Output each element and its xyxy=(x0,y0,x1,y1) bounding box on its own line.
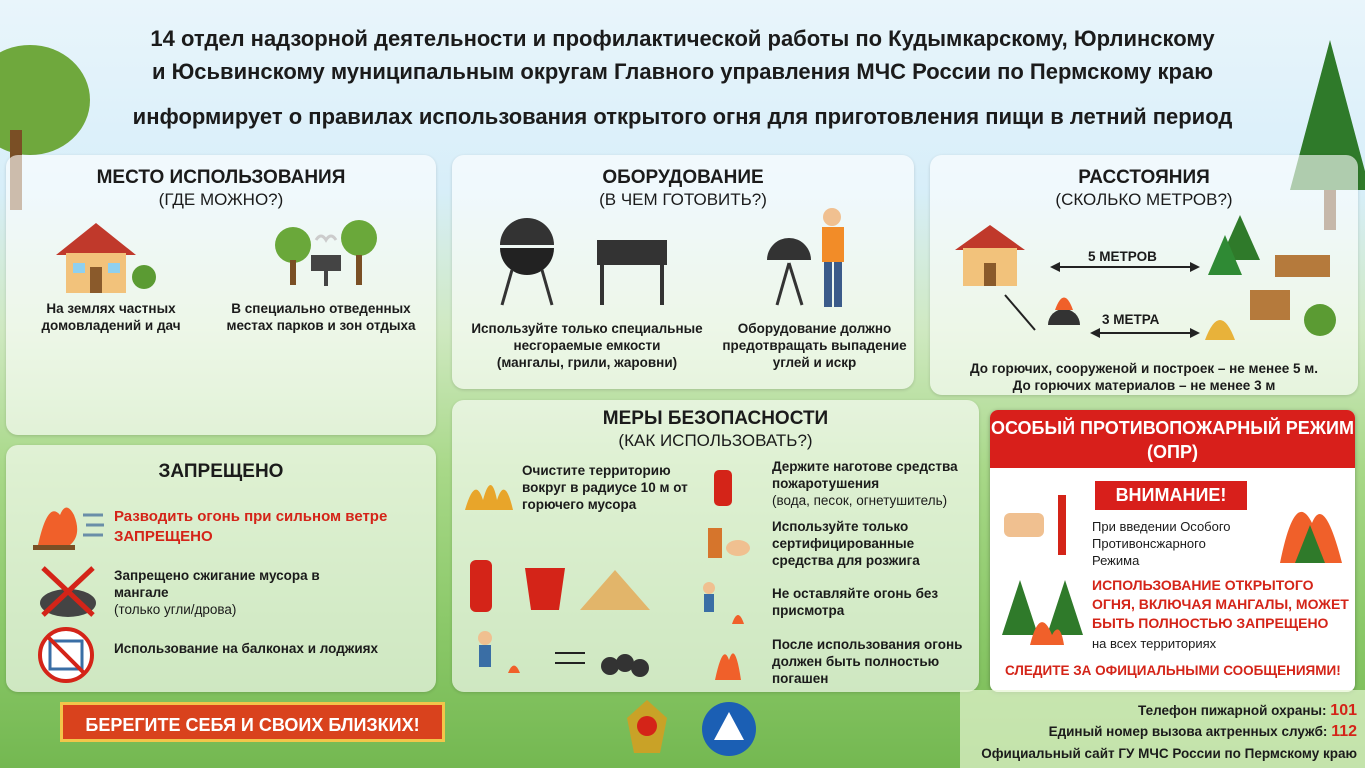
opr-intro: При введении Особого Противонсжарного Режима xyxy=(1092,519,1231,568)
no-trash-icon xyxy=(38,563,98,618)
equipment-title: ОБОРУДОВАНИЕ (В ЧЕМ ГОТОВИТЬ?) xyxy=(599,167,767,209)
opr-attention: ВНИМАНИЕ! xyxy=(1095,481,1247,510)
man-grilling-icon xyxy=(762,205,872,310)
opr-follow: СЛЕДИТЕ ЗА ОФИЦИАЛЬНЫМИ СООБЩЕНИЯМИ! xyxy=(1005,663,1341,678)
opr-scope: на всех территориях xyxy=(1092,636,1217,651)
forbidden-panel xyxy=(6,445,436,692)
man-watching-fire-icon xyxy=(697,580,752,630)
page-subtitle: информирует о правилах использования открытого огня для приготовления пищи в летний период xyxy=(132,104,1233,129)
place-panel xyxy=(6,155,436,435)
extinguisher-icon xyxy=(704,460,749,510)
distance-label-5m: 5 МЕТРОВ xyxy=(1088,249,1157,264)
phone-fire: Телефон пижарной охраны: 101 xyxy=(1138,702,1357,719)
hand-press-icon xyxy=(1002,495,1072,555)
campfire-icon xyxy=(707,640,752,685)
park-grill-icon xyxy=(271,210,381,290)
lighter-fluid-icon xyxy=(702,520,752,565)
forest-fire-icon xyxy=(1270,485,1350,565)
opr-panel xyxy=(990,410,1355,692)
house-icon xyxy=(46,215,156,295)
opr-warning: ИСПОЛЬЗОВАНИЕ ОТКРЫТОГО ОГНЯ, ВКЛЮЧАЯ МАНГАЛЫ, МОЖЕТ БЫТЬ ПОЛНОСТЬЮ ЗАПРЕЩЕНО xyxy=(1092,577,1349,631)
contacts-block xyxy=(960,690,1365,768)
place-item-parks: В специально отведенных местах парков и зон отдыха xyxy=(226,301,416,333)
safety-panel xyxy=(452,400,979,692)
safety-item-extinguished: После использования огонь должен быть полностью погашен xyxy=(772,637,963,686)
shovel-coals-icon xyxy=(460,628,665,683)
distance-rule-materials: До горючих материалов – не менее 3 м xyxy=(1012,378,1276,393)
extinguisher-bucket-sand-icon xyxy=(460,548,660,618)
distances-panel xyxy=(930,155,1358,395)
forbidden-item-wind: Разводить огонь при сильном ветре ЗАПРЕЩЕНО xyxy=(114,508,388,545)
footer-banner: БЕРЕГИТЕ СЕБЯ И СВОИХ БЛИЗКИХ! xyxy=(60,702,445,742)
equipment-item-containers: Используйте только специальные несгораемые емкости (мангалы, грили, жаровни) xyxy=(471,321,703,370)
mangal-icon xyxy=(592,230,672,310)
official-site[interactable]: Официальный сайт ГУ МЧС России по Пермскому краю xyxy=(981,746,1357,761)
trees-fire-icon xyxy=(1000,575,1085,650)
safety-item-lighter: Используйте только сертифицированные средства для розжига xyxy=(772,519,920,568)
no-balcony-icon xyxy=(36,625,96,685)
kettle-grill-icon xyxy=(492,210,562,310)
mchs-emblem-icon xyxy=(622,698,672,758)
safety-item-supervise: Не оставляйте огонь без присмотра xyxy=(772,586,939,618)
distance-rule-buildings: До горючих, сооруженой и построек – не менее 5 м. xyxy=(970,361,1318,376)
fire-wind-icon xyxy=(28,500,108,555)
dry-grass-fire-icon xyxy=(460,470,520,515)
phone-emergency: Единый номер вызова актренных служб: 112 xyxy=(1048,723,1357,740)
opr-title: ОСОБЫЙ ПРОТИВОПОЖАРНЫЙ РЕЖИМ (ОПР) xyxy=(990,410,1355,468)
safety-item-extinguish: Держите наготове средства пожаротушения (вода, песок, огнетушитель) xyxy=(772,459,958,508)
distances-diagram xyxy=(930,215,1350,350)
page-title: 14 отдел надзорной деятельности и профилактической работы по Кудымкарскому, Юрлинскому и Юсьвинскому муниципальным округам Главного управления МЧС России по Пермскому краю xyxy=(150,26,1215,84)
place-title: МЕСТО ИСПОЛЬЗОВАНИЯ (ГДЕ МОЖНО?) xyxy=(96,167,346,209)
safety-item-clear: Очистите территорию вокруг в радиусе 10 м от горючего мусора xyxy=(522,463,688,512)
distances-title: РАССТОЯНИЯ (СКОЛЬКО МЕТРОВ?) xyxy=(1055,167,1233,209)
safety-title: МЕРЫ БЕЗОПАСНОСТИ (КАК ИСПОЛЬЗОВАТЬ?) xyxy=(602,408,829,450)
equipment-panel xyxy=(452,155,914,389)
equipment-item-sparks: Оборудование должно предотвращать выпадение углей и искр xyxy=(722,321,907,370)
distance-label-3m: 3 МЕТРА xyxy=(1102,312,1160,327)
forbidden-title: ЗАПРЕЩЕНО xyxy=(158,461,284,482)
rescue-service-logo-icon xyxy=(700,700,758,758)
forbidden-item-balcony: Использование на балконах и лоджиях xyxy=(114,641,379,656)
forbidden-item-trash: Запрещено сжигание мусора в мангале (только угли/дрова) xyxy=(114,568,320,617)
place-item-private: На землях частных домовладений и дач xyxy=(41,301,181,333)
